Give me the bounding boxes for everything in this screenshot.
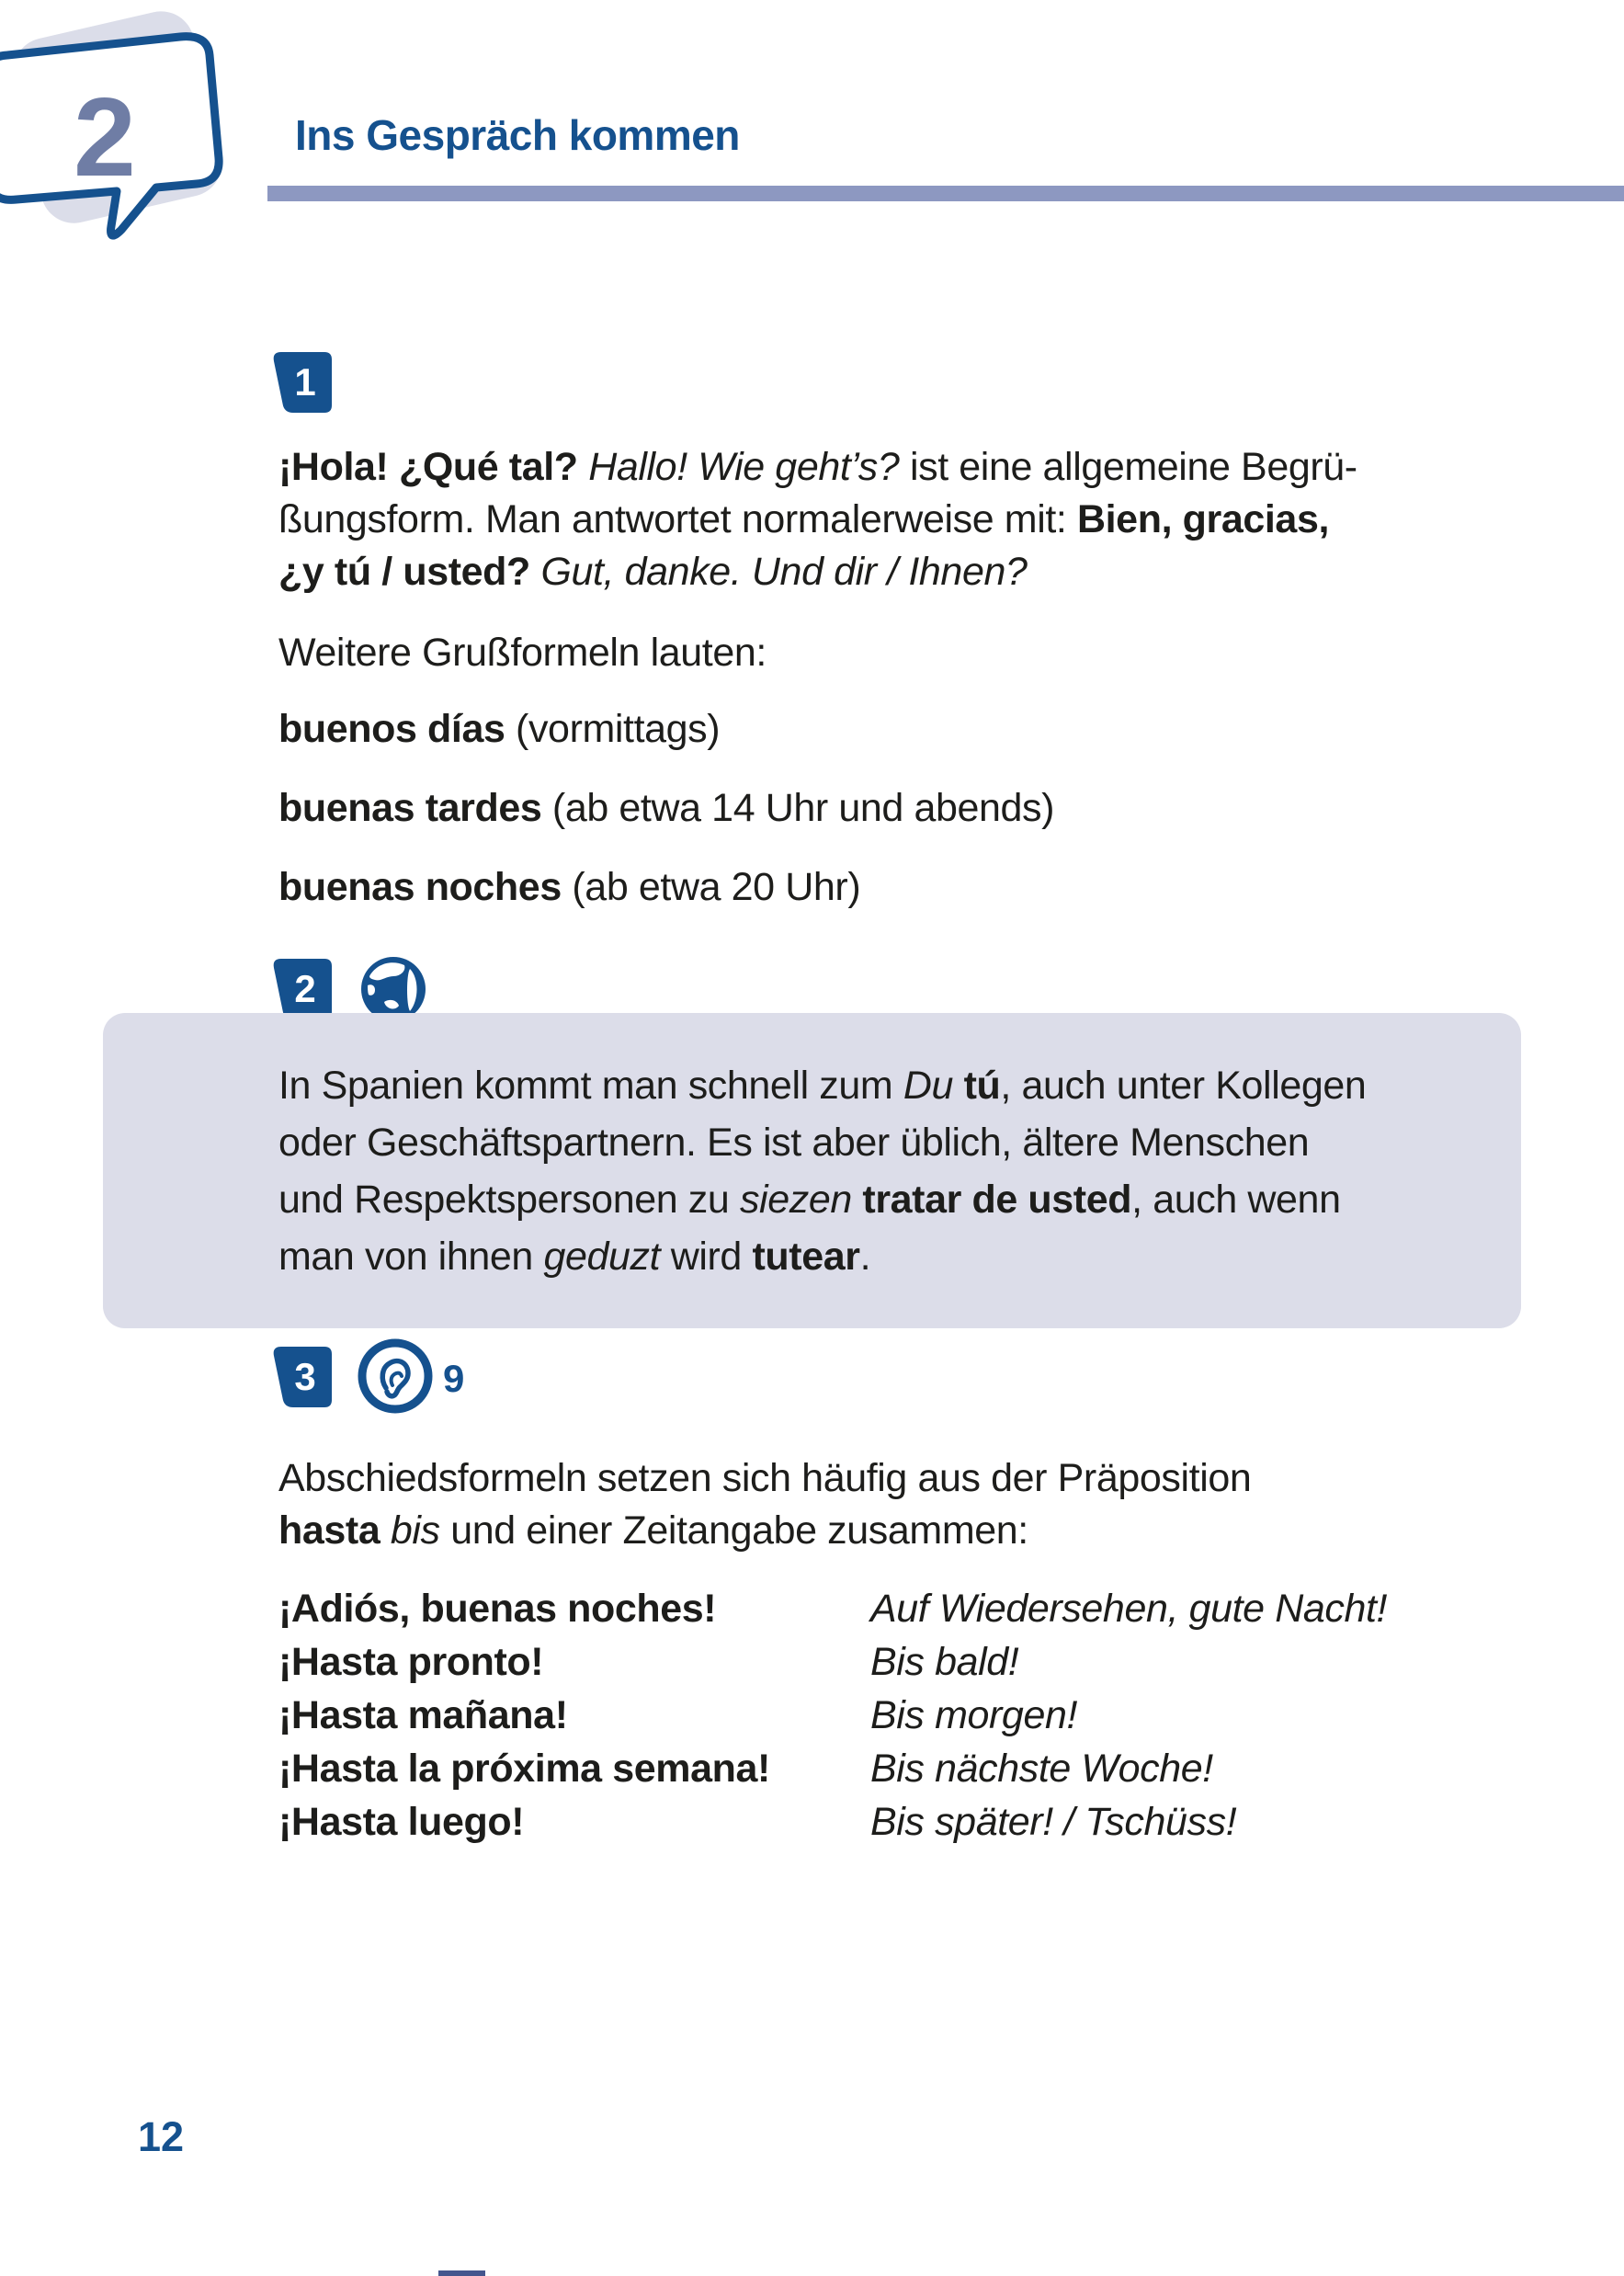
- text-line: ¿y tú / usted? Gut, danke. Und dir / Ihnen?: [278, 550, 1028, 594]
- text-line: oder Geschäftspartnern. Es ist aber üblich, ältere Menschen: [278, 1121, 1310, 1165]
- spanish-phrase: ¡Hasta mañana!: [278, 1693, 568, 1737]
- german-translation: Auf Wiedersehen, gute Nacht!: [870, 1587, 1388, 1631]
- text-line: Weitere Grußformeln lauten:: [278, 631, 767, 675]
- spanish-phrase: ¡Hasta pronto!: [278, 1640, 544, 1684]
- german-translation: Bis morgen!: [870, 1693, 1078, 1737]
- section-badge-3: [268, 1344, 335, 1410]
- farewell-row: [278, 1800, 1437, 1853]
- culture-info-text: [278, 1057, 1366, 1285]
- speech-bubble-icon: [0, 0, 276, 257]
- text-line: In Spanien kommt man schnell zum Du tú, auch unter Kollegen: [278, 1064, 1367, 1108]
- chapter-number: 2: [74, 74, 136, 199]
- german-translation: Bis nächste Woche!: [870, 1747, 1213, 1791]
- header-bar: [267, 186, 1624, 201]
- farewell-row: [278, 1587, 1437, 1640]
- badge-number: 2: [294, 967, 316, 1010]
- audio-track-number: 9: [443, 1357, 465, 1400]
- badge-number: 3: [294, 1355, 316, 1398]
- greetings-list: [278, 703, 1054, 940]
- text-line: buenos días (vormittags): [278, 707, 721, 751]
- section-badge-1: [268, 349, 335, 415]
- ear-icon: [357, 1337, 434, 1415]
- text-line: ßungsform. Man antwortet normalerweise mit: Bien, gracias,: [278, 497, 1330, 541]
- german-translation: Bis bald!: [870, 1640, 1019, 1684]
- spanish-phrase: ¡Adiós, buenas noches!: [278, 1587, 717, 1631]
- intro-paragraph: [278, 441, 1357, 598]
- german-translation: Bis später! / Tschüss!: [870, 1800, 1237, 1844]
- farewell-row: [278, 1693, 1437, 1747]
- page-edge-tab: [438, 2270, 485, 2276]
- text-line: buenas tardes (ab etwa 14 Uhr und abends): [278, 786, 1055, 830]
- page-title: Ins Gespräch kommen: [295, 111, 740, 159]
- text-line: ¡Hola! ¿Qué tal? Hallo! Wie geht’s? ist eine allgemeine Begrü-: [278, 445, 1357, 489]
- spanish-phrase: ¡Hasta luego!: [278, 1800, 525, 1844]
- text-line: buenas noches (ab etwa 20 Uhr): [278, 865, 861, 909]
- farewell-row: [278, 1747, 1437, 1800]
- farewell-intro: [278, 1452, 1251, 1557]
- text-line: Abschiedsformeln setzen sich häufig aus der Präposition: [278, 1456, 1252, 1500]
- badge-number: 1: [294, 360, 316, 404]
- text-line: hasta bis und einer Zeitangabe zusammen:: [278, 1508, 1028, 1553]
- spanish-phrase: ¡Hasta la próxima semana!: [278, 1747, 770, 1791]
- text-line: man von ihnen geduzt wird tutear.: [278, 1235, 871, 1279]
- text-line: und Respektspersonen zu siezen tratar de usted, auch wenn: [278, 1178, 1341, 1222]
- page-number: 12: [138, 2113, 185, 2160]
- farewell-row: [278, 1640, 1437, 1693]
- greetings-intro: [278, 627, 767, 679]
- farewell-table: [278, 1587, 1437, 1853]
